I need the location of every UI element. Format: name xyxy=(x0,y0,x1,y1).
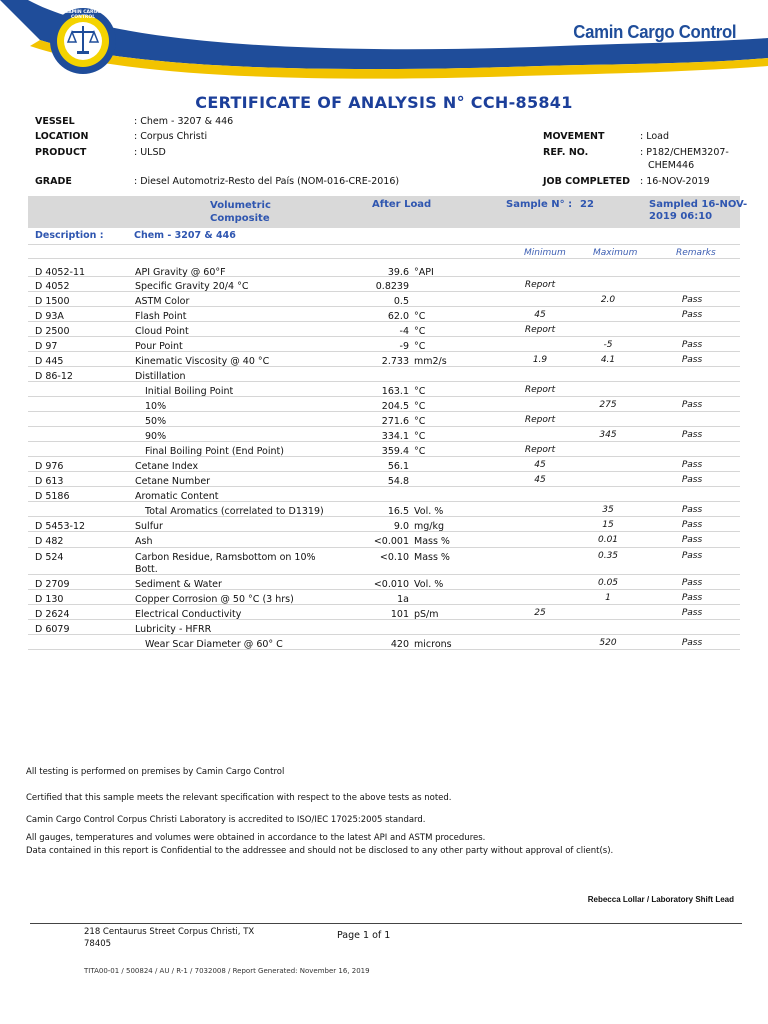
spec-minimum: Report xyxy=(524,385,556,395)
test-remarks: Pass xyxy=(681,551,703,561)
test-name: Total Aromatics (correlated to D1319) xyxy=(145,506,324,517)
test-name: Final Boiling Point (End Point) xyxy=(145,446,284,457)
spec-minimum: 1.9 xyxy=(532,355,548,365)
spec-maximum: 15 xyxy=(602,520,614,530)
footer-rule xyxy=(30,923,742,924)
test-remarks: Pass xyxy=(681,608,703,618)
test-remarks: Pass xyxy=(681,460,703,470)
test-unit: microns xyxy=(414,639,452,650)
description-value: Chem - 3207 & 446 xyxy=(134,230,236,241)
spec-maximum: 520 xyxy=(599,638,617,648)
note-confidential: Data contained in this report is Confidential to the addressee and should not be disclosed to any other party without approval of client(s). xyxy=(26,846,614,856)
test-name-cont: Bott. xyxy=(135,564,158,575)
test-result: 54.8 xyxy=(387,476,409,487)
location-label: LOCATION xyxy=(35,131,89,142)
test-unit: mg/kg xyxy=(414,521,445,532)
test-result: 9.0 xyxy=(393,521,409,532)
test-result: -4 xyxy=(399,326,409,337)
test-name: Carbon Residue, Ramsbottom on 10% xyxy=(135,552,316,563)
spec-minimum: Report xyxy=(524,325,556,335)
test-result: 0.5 xyxy=(393,296,409,307)
spec-minimum: Report xyxy=(524,445,556,455)
test-remarks: Pass xyxy=(681,400,703,410)
test-result: -9 xyxy=(399,341,409,352)
test-method: D 5186 xyxy=(35,491,70,502)
test-method: D 6079 xyxy=(35,624,70,635)
test-result: 0.8239 xyxy=(375,281,409,292)
test-method: D 2624 xyxy=(35,609,70,620)
company-logo xyxy=(48,6,118,76)
test-unit: °API xyxy=(414,267,434,278)
sample-no-label: Sample N° : xyxy=(506,199,573,210)
test-method: D 2500 xyxy=(35,326,70,337)
test-name: Kinematic Viscosity @ 40 °C xyxy=(135,356,270,367)
sampled-date: 2019 06:10 xyxy=(649,211,713,222)
test-remarks: Pass xyxy=(681,430,703,440)
test-method: D 976 xyxy=(35,461,64,472)
test-method: D 130 xyxy=(35,594,64,605)
test-name: 50% xyxy=(145,416,167,427)
test-name: Cetane Index xyxy=(135,461,199,472)
spec-maximum: 0.35 xyxy=(597,551,619,561)
test-remarks: Pass xyxy=(681,295,703,305)
test-remarks: Pass xyxy=(681,593,703,603)
description-label: Description : xyxy=(35,230,104,241)
movement-label: MOVEMENT xyxy=(543,131,605,142)
test-result: <0.10 xyxy=(379,552,409,563)
test-method: D 4052-11 xyxy=(35,267,86,278)
test-name: Specific Gravity 20/4 °C xyxy=(135,281,249,292)
test-remarks: Pass xyxy=(681,310,703,320)
test-result: 16.5 xyxy=(387,506,409,517)
after-load-label: After Load xyxy=(372,199,432,210)
grade-value: : Diesel Automotriz-Resto del País (NOM-016-CRE-2016) xyxy=(134,176,400,187)
location-value: : Corpus Christi xyxy=(134,131,208,142)
test-result: <0.001 xyxy=(373,536,409,547)
description-row-line xyxy=(28,244,740,245)
test-name: Aromatic Content xyxy=(135,491,219,502)
test-unit: °C xyxy=(414,401,426,412)
test-result: 101 xyxy=(390,609,409,620)
table-row xyxy=(28,634,740,650)
test-method: D 445 xyxy=(35,356,64,367)
spec-maximum: 0.01 xyxy=(597,535,619,545)
test-unit: °C xyxy=(414,311,426,322)
spec-minimum: 45 xyxy=(534,310,546,320)
test-name: Cloud Point xyxy=(135,326,189,337)
test-name: Cetane Number xyxy=(135,476,211,487)
test-remarks: Pass xyxy=(681,638,703,648)
job-completed-label: JOB COMPLETED xyxy=(543,176,631,187)
spec-minimum: 45 xyxy=(534,460,546,470)
test-result: 334.1 xyxy=(381,431,409,442)
certificate-title: CERTIFICATE OF ANALYSIS N° CCH-85841 xyxy=(195,93,573,112)
test-name: Distillation xyxy=(135,371,186,382)
remarks-header: Remarks xyxy=(676,248,716,258)
spec-maximum: 0.05 xyxy=(597,578,619,588)
test-remarks: Pass xyxy=(681,520,703,530)
test-remarks: Pass xyxy=(681,355,703,365)
product-label: PRODUCT xyxy=(35,147,87,158)
test-name: ASTM Color xyxy=(135,296,190,307)
ref-no-value-cont: CHEM446 xyxy=(648,160,695,171)
test-method: D 86-12 xyxy=(35,371,73,382)
test-unit: Vol. % xyxy=(414,506,444,517)
job-completed-value: : 16-NOV-2019 xyxy=(640,176,710,187)
note-premises: All testing is performed on premises by Camin Cargo Control xyxy=(26,767,285,777)
test-remarks: Pass xyxy=(681,535,703,545)
test-method: D 524 xyxy=(35,552,64,563)
spec-maximum: -5 xyxy=(603,340,613,350)
test-remarks: Pass xyxy=(681,505,703,515)
test-unit: pS/m xyxy=(414,609,439,620)
vessel-value: : Chem - 3207 & 446 xyxy=(134,116,234,127)
test-unit: °C xyxy=(414,341,426,352)
test-name: Wear Scar Diameter @ 60° C xyxy=(145,639,283,650)
test-name: Sulfur xyxy=(135,521,163,532)
test-name: Sediment & Water xyxy=(135,579,222,590)
test-unit: °C xyxy=(414,431,426,442)
table-row xyxy=(28,501,740,517)
spec-maximum: 345 xyxy=(599,430,617,440)
test-unit: °C xyxy=(414,326,426,337)
signature: Rebecca Lollar / Laboratory Shift Lead xyxy=(587,895,734,904)
test-remarks: Pass xyxy=(681,578,703,588)
spec-minimum: 45 xyxy=(534,475,546,485)
vessel-label: VESSEL xyxy=(35,116,75,127)
ref-no-value: : P182/CHEM3207- xyxy=(640,147,729,158)
minimum-header: Minimum xyxy=(524,248,566,258)
test-method: D 1500 xyxy=(35,296,70,307)
test-remarks: Pass xyxy=(681,340,703,350)
test-result: 271.6 xyxy=(381,416,409,427)
composite-label: Composite xyxy=(210,213,270,224)
logo-text: CAMIN CARGO CONTROL xyxy=(64,10,102,20)
note-accreditation: Camin Cargo Control Corpus Christi Laboratory is accredited to ISO/IEC 17025:2005 standard. xyxy=(26,815,426,825)
sampled-label: Sampled 16-NOV- xyxy=(649,199,748,210)
test-name: API Gravity @ 60°F xyxy=(135,267,226,278)
test-name: Electrical Conductivity xyxy=(135,609,242,620)
test-result: 163.1 xyxy=(381,386,409,397)
test-result: 420 xyxy=(390,639,409,650)
test-result: <0.010 xyxy=(373,579,409,590)
caption-row-line xyxy=(28,258,740,259)
page-number: Page 1 of 1 xyxy=(337,930,391,941)
test-unit: °C xyxy=(414,416,426,427)
brand-name: Camin Cargo Control xyxy=(572,22,736,42)
test-name: Pour Point xyxy=(135,341,183,352)
test-method: D 2709 xyxy=(35,579,70,590)
test-method: D 5453-12 xyxy=(35,521,86,532)
test-method: D 482 xyxy=(35,536,64,547)
sample-no-value: 22 xyxy=(580,199,594,210)
spec-minimum: 25 xyxy=(534,608,546,618)
spec-maximum: 2.0 xyxy=(600,295,616,305)
test-method: D 93A xyxy=(35,311,64,322)
test-result: 56.1 xyxy=(387,461,409,472)
test-method: D 4052 xyxy=(35,281,70,292)
test-unit: mm2/s xyxy=(414,356,447,367)
note-certified: Certified that this sample meets the relevant specification with respect to the above tests as noted. xyxy=(26,793,452,803)
test-name: 10% xyxy=(145,401,167,412)
test-unit: Mass % xyxy=(414,552,450,563)
maximum-header: Maximum xyxy=(593,248,638,258)
spec-minimum: Report xyxy=(524,415,556,425)
footer-report-ref: TITA00-01 / 500824 / AU / R-1 / 7032008 / Report Generated: November 16, 2019 xyxy=(84,967,370,975)
test-name: Initial Boiling Point xyxy=(145,386,234,397)
test-name: Flash Point xyxy=(135,311,187,322)
test-unit: Mass % xyxy=(414,536,450,547)
volumetric-label: Volumetric xyxy=(210,200,271,211)
test-unit: Vol. % xyxy=(414,579,444,590)
product-value: : ULSD xyxy=(134,147,166,158)
test-name: Ash xyxy=(135,536,153,547)
ref-no-label: REF. NO. xyxy=(543,147,589,158)
spec-minimum: Report xyxy=(524,280,556,290)
test-unit: °C xyxy=(414,446,426,457)
grade-label: GRADE xyxy=(35,176,72,187)
test-name: Lubricity - HFRR xyxy=(135,624,212,635)
test-result: 62.0 xyxy=(387,311,409,322)
test-unit: °C xyxy=(414,386,426,397)
spec-maximum: 1 xyxy=(605,593,611,603)
test-result: 2.733 xyxy=(381,356,409,367)
test-result: 359.4 xyxy=(381,446,409,457)
movement-value: : Load xyxy=(640,131,670,142)
test-name: Copper Corrosion @ 50 °C (3 hrs) xyxy=(135,594,294,605)
test-remarks: Pass xyxy=(681,475,703,485)
test-name: 90% xyxy=(145,431,167,442)
footer-address-line2: 78405 xyxy=(84,939,112,949)
test-result: 1a xyxy=(397,594,409,605)
test-method: D 97 xyxy=(35,341,58,352)
spec-maximum: 35 xyxy=(602,505,614,515)
footer-address-line1: 218 Centaurus Street Corpus Christi, TX xyxy=(84,927,255,937)
spec-maximum: 275 xyxy=(599,400,617,410)
spec-maximum: 4.1 xyxy=(600,355,616,365)
test-result: 204.5 xyxy=(381,401,409,412)
note-procedures: All gauges, temperatures and volumes were obtained in accordance to the latest API and ASTM procedures. xyxy=(26,833,486,843)
test-method: D 613 xyxy=(35,476,64,487)
test-result: 39.6 xyxy=(387,267,409,278)
